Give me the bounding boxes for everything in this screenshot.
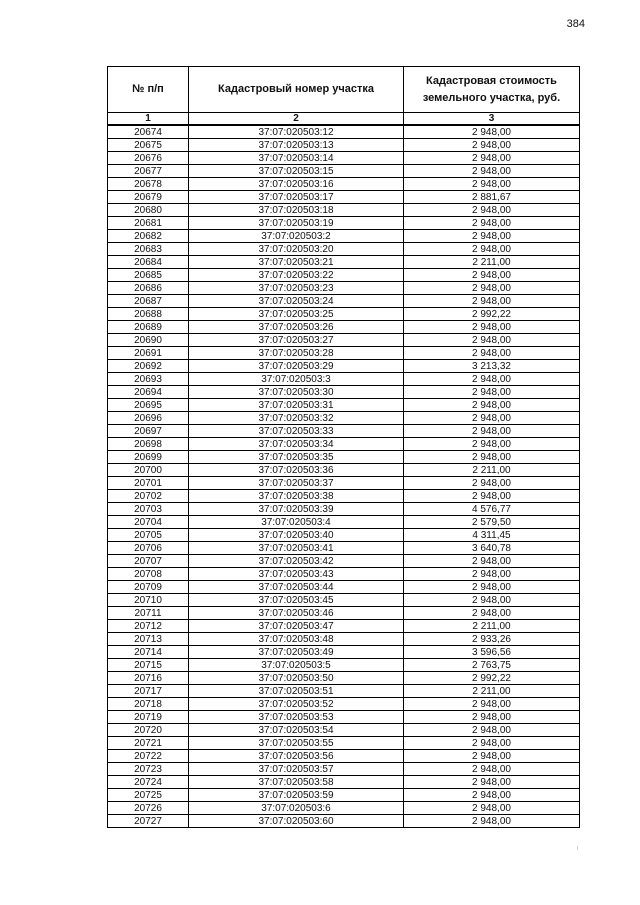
cadastral-value-cell: 2 948,00	[404, 217, 580, 230]
table-row	[108, 542, 580, 555]
table-row	[108, 347, 580, 360]
cadastral-value-cell: 2 948,00	[404, 802, 580, 815]
cadastral-value-cell: 2 763,75	[404, 659, 580, 672]
cadastral-value-cell: 2 948,00	[404, 763, 580, 776]
row-number-cell: 20689	[108, 321, 189, 334]
cadastral-value-cell: 2 948,00	[404, 386, 580, 399]
cadastral-value-cell: 2 948,00	[404, 412, 580, 425]
cadastral-number-cell: 37:07:020503:32	[189, 412, 404, 425]
cadastral-value-cell: 2 948,00	[404, 269, 580, 282]
cadastral-value-cell: 2 211,00	[404, 256, 580, 269]
row-number-cell: 20700	[108, 464, 189, 477]
table-row	[108, 789, 580, 802]
row-number-cell: 20696	[108, 412, 189, 425]
table-row	[108, 516, 580, 529]
cadastral-number-cell: 37:07:020503:52	[189, 698, 404, 711]
cadastral-value-cell: 4 311,45	[404, 529, 580, 542]
row-number-cell: 20682	[108, 230, 189, 243]
cadastral-number-cell: 37:07:020503:51	[189, 685, 404, 698]
table-row	[108, 243, 580, 256]
cadastral-value-cell: 2 933,26	[404, 633, 580, 646]
cadastral-number-cell: 37:07:020503:18	[189, 204, 404, 217]
cadastral-value-cell: 2 992,22	[404, 672, 580, 685]
header-cadastral-value: Кадастровая стоимость земельного участка, руб.	[404, 67, 580, 113]
table-row	[108, 763, 580, 776]
cadastral-number-cell: 37:07:020503:46	[189, 607, 404, 620]
row-number-cell: 20678	[108, 178, 189, 191]
cadastral-number-cell: 37:07:020503:4	[189, 516, 404, 529]
table-row	[108, 178, 580, 191]
cadastral-number-cell: 37:07:020503:29	[189, 360, 404, 373]
table-body	[108, 125, 580, 828]
cadastral-number-cell: 37:07:020503:53	[189, 711, 404, 724]
cadastral-value-cell: 2 948,00	[404, 750, 580, 763]
table-row	[108, 230, 580, 243]
table-row	[108, 477, 580, 490]
cadastral-number-cell: 37:07:020503:44	[189, 581, 404, 594]
cadastral-number-cell: 37:07:020503:35	[189, 451, 404, 464]
row-number-cell: 20706	[108, 542, 189, 555]
table-row	[108, 269, 580, 282]
cadastral-number-cell: 37:07:020503:33	[189, 425, 404, 438]
row-number-cell: 20697	[108, 425, 189, 438]
cadastral-number-cell: 37:07:020503:41	[189, 542, 404, 555]
table-row	[108, 191, 580, 204]
cadastral-number-cell: 37:07:020503:2	[189, 230, 404, 243]
table-row	[108, 451, 580, 464]
cadastral-value-cell: 2 948,00	[404, 594, 580, 607]
cadastral-value-cell: 2 948,00	[404, 204, 580, 217]
row-number-cell: 20688	[108, 308, 189, 321]
cadastral-number-cell: 37:07:020503:34	[189, 438, 404, 451]
row-number-cell: 20714	[108, 646, 189, 659]
table-row	[108, 529, 580, 542]
row-number-cell: 20716	[108, 672, 189, 685]
table-row	[108, 568, 580, 581]
cadastral-number-cell: 37:07:020503:37	[189, 477, 404, 490]
cadastral-value-cell: 2 579,50	[404, 516, 580, 529]
cadastral-number-cell: 37:07:020503:19	[189, 217, 404, 230]
table-row	[108, 412, 580, 425]
row-number-cell: 20685	[108, 269, 189, 282]
row-number-cell: 20709	[108, 581, 189, 594]
row-number-cell: 20721	[108, 737, 189, 750]
cadastral-value-cell: 2 948,00	[404, 165, 580, 178]
cadastral-number-cell: 37:07:020503:14	[189, 152, 404, 165]
cadastral-number-cell: 37:07:020503:16	[189, 178, 404, 191]
cadastral-number-cell: 37:07:020503:56	[189, 750, 404, 763]
page-number: 384	[566, 18, 585, 30]
cadastral-number-cell: 37:07:020503:60	[189, 815, 404, 828]
table-row	[108, 256, 580, 269]
table-row	[108, 698, 580, 711]
table-row	[108, 776, 580, 789]
table-row	[108, 737, 580, 750]
table-row	[108, 165, 580, 178]
row-number-cell: 20680	[108, 204, 189, 217]
row-number-cell: 20698	[108, 438, 189, 451]
cadastral-number-cell: 37:07:020503:45	[189, 594, 404, 607]
table-row	[108, 125, 580, 139]
table-row	[108, 139, 580, 152]
cadastral-number-cell: 37:07:020503:28	[189, 347, 404, 360]
cadastral-value-cell: 2 948,00	[404, 178, 580, 191]
header-row-number: № п/п	[108, 67, 189, 113]
row-number-cell: 20726	[108, 802, 189, 815]
cadastral-number-cell: 37:07:020503:58	[189, 776, 404, 789]
cadastral-number-cell: 37:07:020503:55	[189, 737, 404, 750]
cadastral-value-cell: 2 948,00	[404, 607, 580, 620]
row-number-cell: 20690	[108, 334, 189, 347]
row-number-cell: 20677	[108, 165, 189, 178]
cadastral-value-cell: 2 948,00	[404, 451, 580, 464]
row-number-cell: 20708	[108, 568, 189, 581]
cadastral-number-cell: 37:07:020503:47	[189, 620, 404, 633]
table-row	[108, 815, 580, 828]
row-number-cell: 20704	[108, 516, 189, 529]
table-row	[108, 646, 580, 659]
cadastral-value-cell: 3 213,32	[404, 360, 580, 373]
row-number-cell: 20702	[108, 490, 189, 503]
cadastral-number-cell: 37:07:020503:49	[189, 646, 404, 659]
cadastral-value-cell: 2 948,00	[404, 776, 580, 789]
cadastral-value-cell: 2 211,00	[404, 620, 580, 633]
table-row	[108, 295, 580, 308]
cadastral-value-cell: 2 948,00	[404, 139, 580, 152]
table-row	[108, 672, 580, 685]
row-number-cell: 20711	[108, 607, 189, 620]
column-number-1: 1	[108, 113, 189, 126]
table-header	[108, 67, 580, 126]
cadastral-value-cell: 2 948,00	[404, 698, 580, 711]
cadastral-value-cell: 2 948,00	[404, 555, 580, 568]
row-number-cell: 20683	[108, 243, 189, 256]
cadastral-number-cell: 37:07:020503:24	[189, 295, 404, 308]
cadastral-number-cell: 37:07:020503:30	[189, 386, 404, 399]
table-row	[108, 360, 580, 373]
cadastral-value-cell: 2 881,67	[404, 191, 580, 204]
table-row	[108, 724, 580, 737]
cadastral-value-cell: 2 948,00	[404, 568, 580, 581]
row-number-cell: 20675	[108, 139, 189, 152]
table-row	[108, 373, 580, 386]
cadastral-value-cell: 2 948,00	[404, 724, 580, 737]
column-number-2: 2	[189, 113, 404, 126]
table-row	[108, 555, 580, 568]
cadastral-value-cell: 2 948,00	[404, 438, 580, 451]
row-number-cell: 20681	[108, 217, 189, 230]
row-number-cell: 20718	[108, 698, 189, 711]
row-number-cell: 20717	[108, 685, 189, 698]
row-number-cell: 20715	[108, 659, 189, 672]
cadastral-number-cell: 37:07:020503:13	[189, 139, 404, 152]
cadastral-value-cell: 2 948,00	[404, 425, 580, 438]
cadastral-value-cell: 2 948,00	[404, 334, 580, 347]
row-number-cell: 20710	[108, 594, 189, 607]
cadastral-value-cell: 2 948,00	[404, 347, 580, 360]
cadastral-number-cell: 37:07:020503:20	[189, 243, 404, 256]
cadastral-value-cell: 2 948,00	[404, 399, 580, 412]
row-number-cell: 20722	[108, 750, 189, 763]
table-row	[108, 152, 580, 165]
table-row	[108, 334, 580, 347]
cadastral-value-cell: 2 948,00	[404, 737, 580, 750]
cadastral-value-cell: 2 948,00	[404, 243, 580, 256]
cadastral-number-cell: 37:07:020503:15	[189, 165, 404, 178]
cadastral-number-cell: 37:07:020503:6	[189, 802, 404, 815]
cadastral-value-cell: 2 948,00	[404, 711, 580, 724]
cadastral-number-cell: 37:07:020503:31	[189, 399, 404, 412]
row-number-cell: 20699	[108, 451, 189, 464]
header-cadastral-number: Кадастровый номер участка	[189, 67, 404, 113]
table-row	[108, 217, 580, 230]
cadastral-number-cell: 37:07:020503:3	[189, 373, 404, 386]
table-row	[108, 711, 580, 724]
cadastral-number-cell: 37:07:020503:43	[189, 568, 404, 581]
table-row	[108, 802, 580, 815]
table-row	[108, 204, 580, 217]
row-number-cell: 20692	[108, 360, 189, 373]
table-row	[108, 321, 580, 334]
cadastral-number-cell: 37:07:020503:27	[189, 334, 404, 347]
table-row	[108, 308, 580, 321]
row-number-cell: 20694	[108, 386, 189, 399]
table-row	[108, 490, 580, 503]
cadastral-number-cell: 37:07:020503:39	[189, 503, 404, 516]
cadastral-value-cell: 2 948,00	[404, 477, 580, 490]
cadastral-value-cell: 2 948,00	[404, 581, 580, 594]
cadastral-value-cell: 2 948,00	[404, 295, 580, 308]
row-number-cell: 20703	[108, 503, 189, 516]
row-number-cell: 20723	[108, 763, 189, 776]
table-row	[108, 659, 580, 672]
row-number-cell: 20686	[108, 282, 189, 295]
table-row	[108, 464, 580, 477]
table-row	[108, 750, 580, 763]
table-row	[108, 503, 580, 516]
cadastral-value-cell: 2 948,00	[404, 490, 580, 503]
row-number-cell: 20719	[108, 711, 189, 724]
table-row	[108, 399, 580, 412]
row-number-cell: 20679	[108, 191, 189, 204]
cadastral-value-cell: 2 948,00	[404, 230, 580, 243]
row-number-cell: 20687	[108, 295, 189, 308]
table-row	[108, 438, 580, 451]
row-number-cell: 20684	[108, 256, 189, 269]
cadastral-number-cell: 37:07:020503:38	[189, 490, 404, 503]
cadastral-value-cell: 2 948,00	[404, 321, 580, 334]
table-row	[108, 633, 580, 646]
cadastral-value-cell: 2 948,00	[404, 125, 580, 139]
column-number-3: 3	[404, 113, 580, 126]
cadastral-number-cell: 37:07:020503:57	[189, 763, 404, 776]
cadastral-value-cell: 2 211,00	[404, 685, 580, 698]
row-number-cell: 20727	[108, 815, 189, 828]
cadastral-value-cell: 2 992,22	[404, 308, 580, 321]
table-row	[108, 594, 580, 607]
table-row	[108, 386, 580, 399]
row-number-cell: 20725	[108, 789, 189, 802]
cadastral-value-cell: 3 596,56	[404, 646, 580, 659]
cadastral-value-cell: 2 948,00	[404, 789, 580, 802]
cadastral-number-cell: 37:07:020503:59	[189, 789, 404, 802]
cadastral-number-cell: 37:07:020503:25	[189, 308, 404, 321]
row-number-cell: 20674	[108, 125, 189, 139]
row-number-cell: 20701	[108, 477, 189, 490]
scan-mark	[577, 846, 578, 850]
cadastral-value-cell: 4 576,77	[404, 503, 580, 516]
cadastral-value-cell: 3 640,78	[404, 542, 580, 555]
cadastral-number-cell: 37:07:020503:21	[189, 256, 404, 269]
table-row	[108, 620, 580, 633]
cadastral-value-cell: 2 948,00	[404, 282, 580, 295]
cadastral-value-cell: 2 948,00	[404, 815, 580, 828]
cadastral-value-cell: 2 211,00	[404, 464, 580, 477]
table-row	[108, 581, 580, 594]
row-number-cell: 20712	[108, 620, 189, 633]
cadastral-number-cell: 37:07:020503:40	[189, 529, 404, 542]
cadastral-number-cell: 37:07:020503:50	[189, 672, 404, 685]
cadastral-number-cell: 37:07:020503:48	[189, 633, 404, 646]
table-row	[108, 607, 580, 620]
row-number-cell: 20695	[108, 399, 189, 412]
cadastral-number-cell: 37:07:020503:42	[189, 555, 404, 568]
cadastral-number-cell: 37:07:020503:17	[189, 191, 404, 204]
row-number-cell: 20720	[108, 724, 189, 737]
cadastral-number-cell: 37:07:020503:12	[189, 125, 404, 139]
row-number-cell: 20713	[108, 633, 189, 646]
cadastral-value-cell: 2 948,00	[404, 152, 580, 165]
row-number-cell: 20691	[108, 347, 189, 360]
cadastral-value-cell: 2 948,00	[404, 373, 580, 386]
cadastral-number-cell: 37:07:020503:5	[189, 659, 404, 672]
row-number-cell: 20705	[108, 529, 189, 542]
cadastral-number-cell: 37:07:020503:22	[189, 269, 404, 282]
row-number-cell: 20724	[108, 776, 189, 789]
row-number-cell: 20693	[108, 373, 189, 386]
table-row	[108, 425, 580, 438]
cadastral-number-cell: 37:07:020503:23	[189, 282, 404, 295]
row-number-cell: 20676	[108, 152, 189, 165]
table-row	[108, 282, 580, 295]
row-number-cell: 20707	[108, 555, 189, 568]
cadastral-value-table	[107, 66, 580, 828]
cadastral-number-cell: 37:07:020503:36	[189, 464, 404, 477]
table-row	[108, 685, 580, 698]
cadastral-number-cell: 37:07:020503:54	[189, 724, 404, 737]
cadastral-number-cell: 37:07:020503:26	[189, 321, 404, 334]
